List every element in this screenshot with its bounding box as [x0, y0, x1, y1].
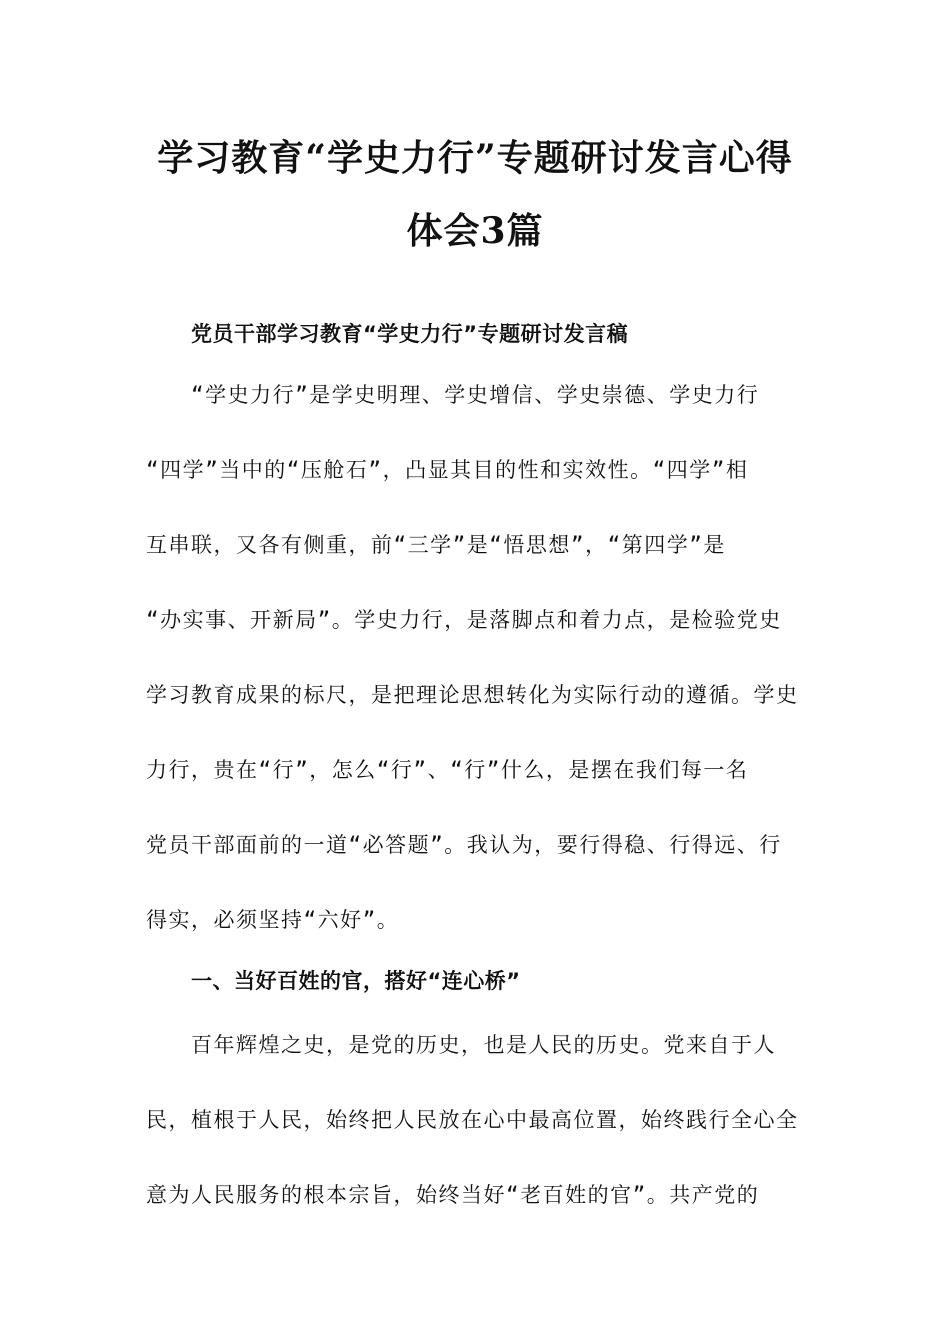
paragraph-line: 学习教育成果的标尺，是把理论思想转化为实际行动的遵循。学史: [146, 683, 799, 707]
paragraph-line: 百年辉煌之史，是党的历史，也是人民的历史。党来自于人: [191, 1033, 776, 1057]
subheading-1: 一、当好百姓的官，搭好“连心桥”: [191, 969, 521, 993]
paragraph-line: 力行，贵在“行”，怎么“行”、“行”什么，是摆在我们每一名: [146, 758, 749, 782]
paragraph-line: 党员干部面前的一道“必答题”。我认为，要行得稳、行得远、行: [146, 833, 782, 857]
paragraph-line: 互串联，又各有侧重，前“三学”是“悟思想”，“第四学”是: [146, 533, 726, 557]
paragraph-line: 意为人民服务的根本宗旨，始终当好“老百姓的官”。共产党的: [146, 1183, 760, 1207]
section-heading: 党员干部学习教育“学史力行”专题研讨发言稿: [191, 322, 629, 346]
document-title-line-1: 学习教育“学史力行”专题研讨发言心得: [157, 137, 793, 179]
document-title-line-2: 体会3篇: [406, 210, 544, 252]
paragraph-line: 民，植根于人民，始终把人民放在心中最高位置，始终践行全心全: [146, 1108, 799, 1132]
paragraph-line: 得实，必须坚持“六好”。: [146, 908, 400, 932]
paragraph-line: “学史力行”是学史明理、学史增信、学史崇德、学史力行: [191, 383, 760, 407]
paragraph-line: “办实事、开新局”。学史力行，是落脚点和着力点，是检验党史: [146, 608, 782, 632]
paragraph-line: “四学”当中的“压舱石”，凸显其目的性和实效性。“四学”相: [146, 458, 749, 482]
